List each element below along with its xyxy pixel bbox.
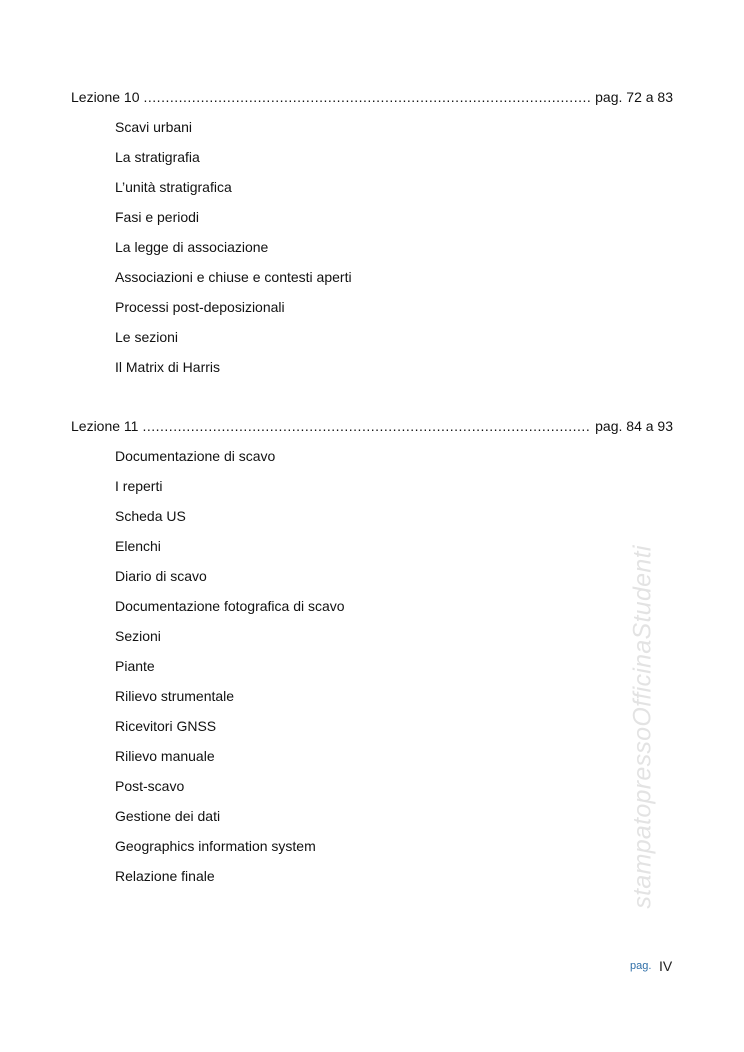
toc-item: Rilievo strumentale: [115, 688, 235, 704]
toc-heading-pages: pag. 72 a 83: [595, 89, 673, 105]
toc-item: Sezioni: [115, 628, 161, 644]
toc-heading-title: Lezione 10: [71, 89, 140, 105]
toc-item: Scheda US: [115, 508, 186, 524]
toc-item: Diario di scavo: [115, 568, 207, 584]
leader-dots: [144, 82, 592, 112]
toc-item: Geographics information system: [115, 838, 316, 854]
toc-item: Documentazione fotografica di scavo: [115, 598, 345, 614]
toc-item: Associazioni e chiuse e contesti aperti: [115, 269, 352, 285]
toc-item: Il Matrix di Harris: [115, 359, 221, 375]
toc-section-lezione-11: [71, 411, 673, 891]
toc-item: Fasi e periodi: [115, 209, 200, 225]
footer-page-number: IV: [659, 958, 673, 974]
toc-item: Gestione dei dati: [115, 808, 221, 824]
toc-item: I reperti: [115, 478, 163, 494]
footer-page-label: pag.: [630, 960, 652, 972]
toc-item: Piante: [115, 658, 155, 674]
toc-heading: [71, 82, 673, 112]
toc-heading-pages: pag. 84 a 93: [595, 418, 673, 434]
toc-item: L’unità stratigrafica: [115, 179, 232, 195]
toc-item: Elenchi: [115, 538, 161, 554]
toc-heading: [71, 411, 673, 441]
toc-item: Processi post-deposizionali: [115, 299, 285, 315]
toc-item: La stratigrafia: [115, 149, 200, 165]
toc-item: Rilievo manuale: [115, 748, 215, 764]
toc-item: Scavi urbani: [115, 119, 193, 135]
toc-item: Documentazione di scavo: [115, 448, 276, 464]
leader-dots: [142, 411, 591, 441]
toc-section-lezione-10: [71, 82, 673, 382]
toc-heading-title: Lezione 11: [71, 418, 139, 434]
toc-item: Post-scavo: [115, 778, 185, 794]
toc-item: La legge di associazione: [115, 239, 269, 255]
toc-item: Relazione finale: [115, 868, 215, 884]
watermark: stampatopressoOfficinaStudenti: [628, 545, 657, 909]
toc-item: Le sezioni: [115, 329, 179, 345]
toc-item: Ricevitori GNSS: [115, 718, 217, 734]
